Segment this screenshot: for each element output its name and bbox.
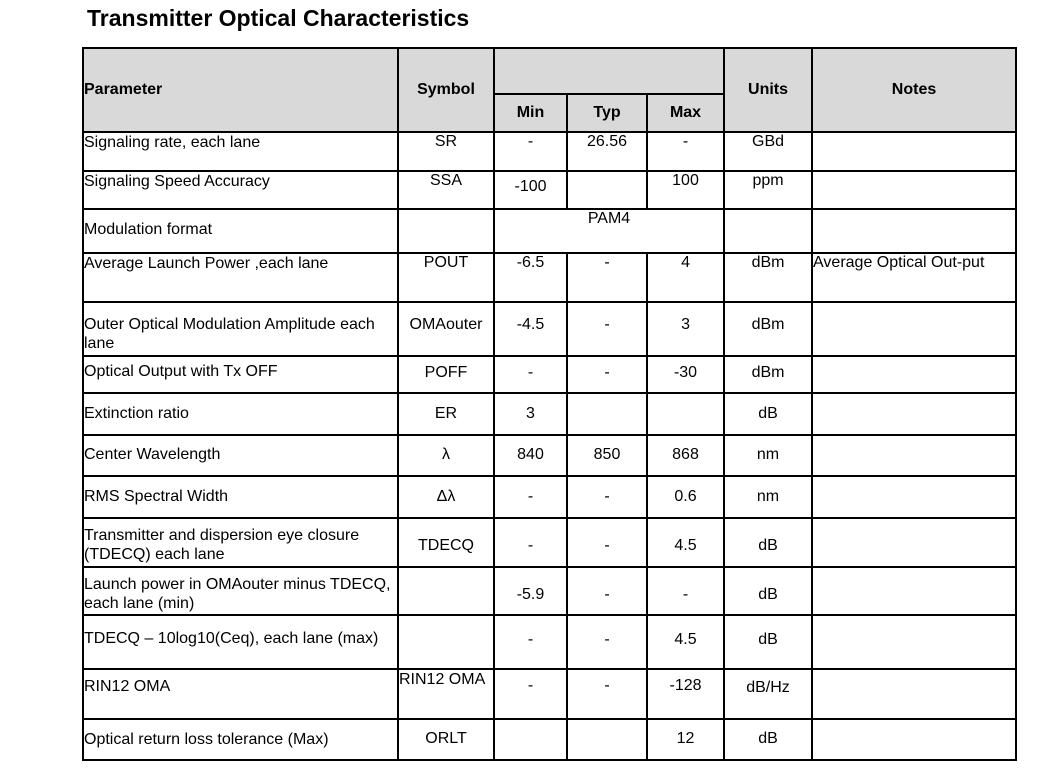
units-cell: ppm <box>724 171 812 209</box>
units-cell: dB <box>724 518 812 567</box>
notes-cell <box>812 209 1016 253</box>
table-row <box>83 669 1016 719</box>
max-cell: 868 <box>647 435 724 476</box>
table-row <box>83 253 1016 302</box>
symbol-cell: POUT <box>398 253 494 302</box>
typ-cell: - <box>567 615 647 669</box>
symbol-cell: ORLT <box>398 719 494 760</box>
param-cell: Launch power in OMAouter minus TDECQ, each lane (min) <box>83 567 398 615</box>
min-cell: - <box>494 518 567 567</box>
symbol-cell: POFF <box>398 356 494 393</box>
max-cell: - <box>647 132 724 171</box>
param-cell: Center Wavelength <box>83 435 398 476</box>
units-cell: GBd <box>724 132 812 171</box>
symbol-cell: SR <box>398 132 494 171</box>
units-cell: dB/Hz <box>724 669 812 719</box>
units-cell: dBm <box>724 302 812 356</box>
units-cell: nm <box>724 476 812 518</box>
max-cell <box>647 393 724 435</box>
typ-cell: - <box>567 567 647 615</box>
param-cell: Signaling Speed Accuracy <box>83 171 398 209</box>
notes-cell <box>812 518 1016 567</box>
table-row <box>83 719 1016 760</box>
symbol-cell: ER <box>398 393 494 435</box>
table-row <box>83 476 1016 518</box>
table-row <box>83 615 1016 669</box>
units-cell: dB <box>724 615 812 669</box>
typ-cell: 850 <box>567 435 647 476</box>
min-cell: -100 <box>494 171 567 209</box>
units-cell: dBm <box>724 253 812 302</box>
min-cell <box>494 719 567 760</box>
table-row <box>83 132 1016 171</box>
param-cell: Modulation format <box>83 209 398 253</box>
notes-cell <box>812 669 1016 719</box>
page-title: Transmitter Optical Characteristics <box>87 5 470 31</box>
table-row <box>83 356 1016 393</box>
symbol-cell <box>398 209 494 253</box>
min-cell: - <box>494 132 567 171</box>
max-cell: 4 <box>647 253 724 302</box>
symbol-cell: TDECQ <box>398 518 494 567</box>
typ-cell: - <box>567 476 647 518</box>
typ-cell: - <box>567 356 647 393</box>
notes-cell <box>812 615 1016 669</box>
max-cell: -30 <box>647 356 724 393</box>
typ-cell: 26.56 <box>567 132 647 171</box>
notes-cell <box>812 356 1016 393</box>
max-cell: 4.5 <box>647 615 724 669</box>
param-cell: Optical return loss tolerance (Max) <box>83 719 398 760</box>
notes-cell <box>812 567 1016 615</box>
symbol-cell: OMAouter <box>398 302 494 356</box>
min-cell: -5.9 <box>494 567 567 615</box>
param-cell: RMS Spectral Width <box>83 476 398 518</box>
table-row <box>83 518 1016 567</box>
max-cell: - <box>647 567 724 615</box>
max-cell: 12 <box>647 719 724 760</box>
typ-cell: - <box>567 302 647 356</box>
symbol-cell: λ <box>398 435 494 476</box>
units-cell: dB <box>724 567 812 615</box>
header-max: Max <box>647 94 724 132</box>
param-cell: Signaling rate, each lane <box>83 132 398 171</box>
typ-cell <box>567 393 647 435</box>
notes-cell <box>812 435 1016 476</box>
symbol-cell: Δλ <box>398 476 494 518</box>
max-cell: 4.5 <box>647 518 724 567</box>
param-cell: RIN12 OMA <box>83 669 398 719</box>
typ-cell <box>567 171 647 209</box>
max-cell: 0.6 <box>647 476 724 518</box>
symbol-cell: RIN12 OMA <box>398 669 494 719</box>
notes-cell <box>812 393 1016 435</box>
units-cell <box>724 209 812 253</box>
min-cell: 3 <box>494 393 567 435</box>
notes-cell <box>812 302 1016 356</box>
param-cell: TDECQ – 10log10(Ceq), each lane (max) <box>83 615 398 669</box>
table-row <box>83 435 1016 476</box>
header-notes: Notes <box>812 48 1016 132</box>
transmitter-optical-table <box>82 47 1017 761</box>
min-cell: - <box>494 356 567 393</box>
notes-cell: Average Optical Out-put <box>812 253 1016 302</box>
param-cell: Average Launch Power ,each lane <box>83 253 398 302</box>
table-row <box>83 209 1016 253</box>
max-cell: 3 <box>647 302 724 356</box>
notes-cell <box>812 132 1016 171</box>
table-row <box>83 393 1016 435</box>
min-cell: -4.5 <box>494 302 567 356</box>
symbol-cell: SSA <box>398 171 494 209</box>
min-cell: 840 <box>494 435 567 476</box>
header-values-group <box>494 48 724 94</box>
min-cell: - <box>494 615 567 669</box>
min-cell: - <box>494 476 567 518</box>
table-row <box>83 171 1016 209</box>
param-cell: Outer Optical Modulation Amplitude each lane <box>83 302 398 356</box>
units-cell: dB <box>724 393 812 435</box>
param-cell: Optical Output with Tx OFF <box>83 356 398 393</box>
header-row <box>83 48 1016 94</box>
min-cell: - <box>494 669 567 719</box>
header-units: Units <box>724 48 812 132</box>
notes-cell <box>812 171 1016 209</box>
notes-cell <box>812 719 1016 760</box>
min-cell: -6.5 <box>494 253 567 302</box>
table-row <box>83 302 1016 356</box>
modulation-value-cell: PAM4 <box>494 209 724 253</box>
header-typ: Typ <box>567 94 647 132</box>
typ-cell: - <box>567 669 647 719</box>
header-parameter: Parameter <box>83 48 398 132</box>
units-cell: dB <box>724 719 812 760</box>
param-cell: Extinction ratio <box>83 393 398 435</box>
param-cell: Transmitter and dispersion eye closure (TDECQ) each lane <box>83 518 398 567</box>
typ-cell: - <box>567 253 647 302</box>
symbol-cell <box>398 567 494 615</box>
units-cell: nm <box>724 435 812 476</box>
max-cell: 100 <box>647 171 724 209</box>
max-cell: -128 <box>647 669 724 719</box>
header-symbol: Symbol <box>398 48 494 132</box>
typ-cell: - <box>567 518 647 567</box>
units-cell: dBm <box>724 356 812 393</box>
header-min: Min <box>494 94 567 132</box>
typ-cell <box>567 719 647 760</box>
table-row <box>83 567 1016 615</box>
notes-cell <box>812 476 1016 518</box>
symbol-cell <box>398 615 494 669</box>
